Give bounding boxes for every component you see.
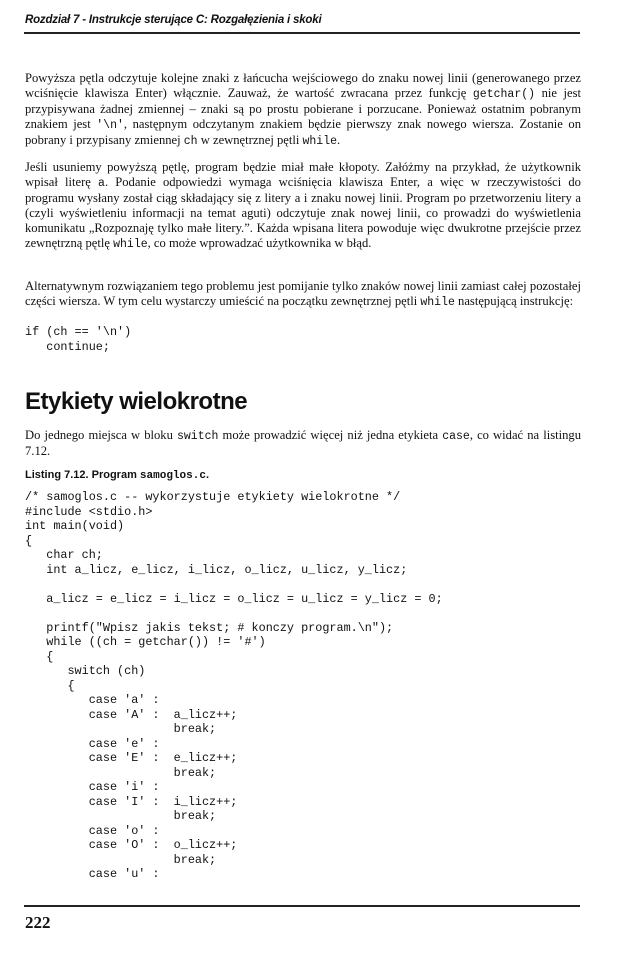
listing-caption <box>25 469 209 482</box>
text-run: Jeśli usuniemy powyższą pętlę, program będzie miał małe kłopoty. Załóżmy na przykład, że użytkownik wpisał literę <box>25 160 581 189</box>
text-run: . Podanie odpowiedzi wymaga wciśnięcia klawisza Enter, a więc w rzeczywistości do programu wysłany został ciąg składający się z litery a i znaku nowej linii. Program po przetworzeniu litery a (czyli wyświetleniu informacji na temat aguti) odczytuje znak nowej linii, co prowadzi do wyświetlenia komunikatu „Rozpoznaję tylko małe litery.”. Każda wpisana litera powoduje więc dwukrotne przejście przez zewnętrzną pętlę <box>25 175 581 250</box>
text-run: Alternatywnym rozwiązaniem tego problemu jest pomijanie tylko znaków nowej linii zamiast całej pozostałej części wiersza. W tym celu wystarczy umieścić na początku zewnętrznej pętli <box>25 279 581 308</box>
inline-code: while <box>420 296 455 309</box>
inline-code: switch <box>177 430 219 443</box>
inline-code: '\n' <box>96 119 124 132</box>
inline-code: while <box>302 135 338 148</box>
listing-caption-file: samoglos.c <box>139 470 206 482</box>
text-run: , następnym odczytanym znakiem będzie pierwszy znak nowego wiersza. Zostanie on pobrany i przypisany zmiennej <box>25 117 581 147</box>
inline-code: while <box>113 238 148 251</box>
footer-rule <box>24 905 580 907</box>
code-listing-samoglos: /* samoglos.c -- wykorzystuje etykiety wielokrotne */ #include <stdio.h> int main(void) { char ch; int a_licz, e_licz, i_licz, o_licz, u_licz, y_licz; a_licz = e_licz = i_licz = o_licz = u_licz = y_licz = 0; printf("Wpisz jakis tekst; # konczy program.\n"); while ((ch = getchar()) != '#') { switch (ch) { case 'a' : case 'A' : a_licz++; break; case 'e' : case 'E' : e_licz++; break; case 'i' : case 'I' : i_licz++; break; case 'o' : case 'O' : o_licz++; break; case 'u' : <box>25 490 443 881</box>
text-run: następującą instrukcję: <box>454 294 574 308</box>
page-number: 222 <box>25 913 51 932</box>
text-run: może prowadzić więcej niż jedna etykieta <box>218 428 443 442</box>
code-snippet-continue: if (ch == '\n') continue; <box>25 325 132 354</box>
inline-code: case <box>442 430 470 443</box>
running-header: Rozdział 7 - Instrukcje sterujące C: Rozgałęzienia i skoki <box>25 14 322 26</box>
text-run: . <box>337 133 341 147</box>
listing-caption-suffix: . <box>205 469 209 481</box>
paragraph-1 <box>25 71 581 149</box>
text-run: , co może wprowadzać użytkownika w błąd. <box>147 236 372 250</box>
text-run: Powyższa pętla odczytuje kolejne znaki z łańcucha wejściowego do znaku nowej linii (generowanego przez wciśnięcie klawisza Enter) włącznie. Zauważ, że wartość zwracana przez funkcję <box>25 71 581 100</box>
text-run: Do jednego miejsca w bloku <box>25 428 177 442</box>
text-run: w zewnętrznej pętli <box>197 133 303 147</box>
inline-code: a <box>98 177 105 190</box>
inline-code: getchar() <box>472 88 536 101</box>
paragraph-4 <box>25 428 581 459</box>
text-run: nie jest przypisywana żadnej zmiennej – znaki są po prostu pobierane i porzucane. Ponieważ ostatnim pobranym znakiem jest <box>25 86 581 131</box>
inline-code: ch <box>183 135 198 148</box>
section-heading: Etykiety wielokrotne <box>25 388 248 415</box>
text-run: , co widać na listingu 7.12. <box>25 428 582 458</box>
listing-caption-prefix: Listing 7.12. Program <box>25 469 140 481</box>
paragraph-2 <box>25 160 581 252</box>
header-rule <box>24 32 580 34</box>
paragraph-3 <box>25 279 581 310</box>
